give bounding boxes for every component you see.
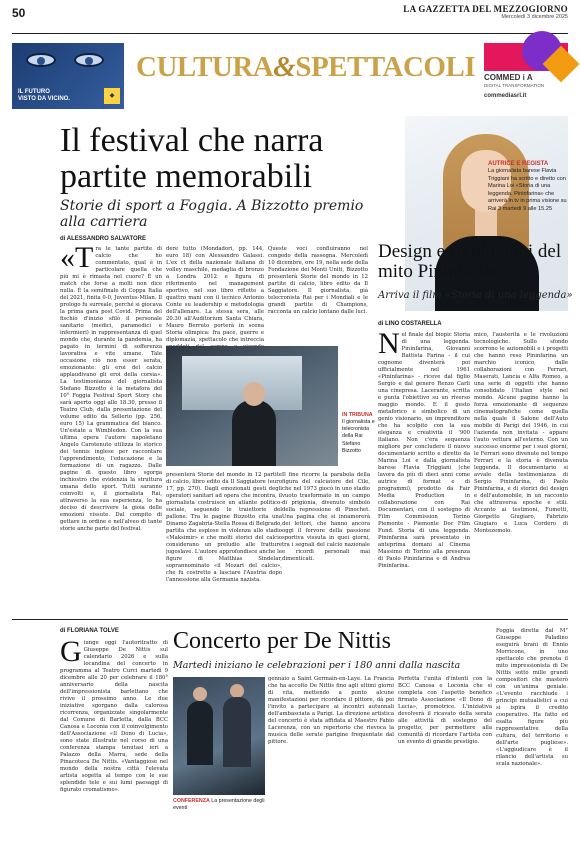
photo-head-shape [243, 382, 265, 406]
page-header [12, 4, 568, 34]
article1-column-2-continued: presenterà Storie del mondo in 12 partite di calcio, libro edito da Il Saggiatore (euro 17, pp. 270). Dagli emozionati gesti degli operatori sanitari ad opera che incontra, il giornalista costruisce un atlante politico-sociale, seguendo le traiettorie del pallone. Tra le pagine Bizzotto cita una Dinamo Zagabria-Stella Rossa di Belgrado, partita che esplose in violenza allo stadio «Maksimir» e che molti storici del calcio considerano un preludio alle fratture jugoslave. L'autore approfondisce anche le figure di Matthias Sindelar, soprannominato «il Mozart del calcio», che fu costretto a lasciare l'Austria dopo l'annessione alla Germania nazista. [166, 472, 282, 583]
article1-dropcap: «T [60, 246, 94, 274]
advertisement-left[interactable] [12, 43, 124, 109]
section-title-part-a: CULTURA [136, 51, 274, 83]
brand-logo-icon: ◆ [104, 88, 120, 104]
ad-right-url[interactable]: commediasrl.it [484, 93, 527, 99]
ad-left-text [18, 89, 70, 103]
portrait-caption [488, 160, 570, 213]
eye-icon [26, 53, 56, 67]
article3-column-3: Perfetta l'unità d'intenti con la BCC Canosa e Loconia che si completa con l'aspetto benefico firmato Associazione «Il Dono di Lucia», promotrice. L'iniziativa devolverà il ricavato della serata alle attività di sostegno del progetto, per permettere alla comunità di ricordare l'artista con un evento di grande prestigio. [398, 676, 492, 745]
photo-person-shape [223, 697, 251, 767]
ad-left-line-2: VISTO DA VICINO. [18, 95, 71, 102]
article1-column-1-text: ra le tante partite di calcio che ho commentato, qual è in particolare quella che più mi è rimasta nel cuore? È un match che forse a molti non dice nulla. È la semifinale di Coppa Italia del 2021, finita 0-0, Juventus-Milan. Il prologo fu surreale, perché si giocava la prima gara post Covid. Prima del fischio d'inizio sfilò il personale sanitario (medici, paramedici e infermieri) in rappresentanza di quel mondo che, durante la pandemia, ha pagato in termini di sofferenza lavorativa e vite umane. Tale occasione ciò non esser serata, emozionante: gli eroi del calcio applaudivano gli eroi della corsia». La testimonianza del giornalista Stefano Bizzotto è la metafora del 10° Foggia Festival Sport Story che sarà aperto oggi alle 18.30, presso il Teatro Club, dalla presentazione del volume edito da Sellerio (pp. 256, euro 15) La grammatica del bianco. Un'estate a Wimbledon. Con la sua ultima opera l'autore napoletano Angelo Carotenuto utilizza lo storico dei tennis inglese per raccontare l'apprendimento, l'educazione e la formazione di un ragazzo. Dalle pagine di questo libro sgorga inchiostro che evidenzia la struttura umana dello sport. Tutti saranno coinvolti e, il giornalista Rai, attraverso la sua esperienza, lo ha deciso di descrivere la gioia delle emozioni vissute. Dal compito di gettare in ordine e nell'alveo di tante storie anche parte del festival. [60, 246, 162, 532]
advertisement-right[interactable] [484, 43, 568, 109]
article1-kicker: Storie di sport a Foggia. A Bizzotto premio alla carriera [60, 198, 364, 230]
section-title-part-b: SPETTACOLI [295, 51, 476, 83]
photo-head-shape [230, 684, 244, 698]
article1-column-3: Queste voci confluiranno nel congedo della rassegna. Mercoledì 10 dicembre, ore 19, nella sede della Fondazione dei Monti Uniti, Bizzotto presenterà Storie del mondo in 12 partite di calcio, libro edito da Il Saggiatore. Il giornalista, già telecronista Rai per i Mondiali e le grandi partite di Champions, racconta un calcio lontano dalle luci. [268, 246, 368, 315]
section-divider [12, 619, 568, 620]
commentator-caption-text: Il giornalista e telecronista della Rai Stefano Bizzotto [342, 419, 375, 454]
commentator-photo [166, 346, 338, 466]
commentator-caption [342, 412, 378, 455]
article1-column-3-continued: Il fine ricorre la parabola della figura del calciatore del Cile, che nel 1973 giocò in uno stadio vuoto trasformato in un campo di prigionia, divenuto simbolo della repressione di Pinochet. Una pagina che si innamorerà dei lettori, che hanno ancora oggi il fervore della passione sportiva vissuta in quei giorni, tra i segnali del calcio nazionale e ricordi personali mai dimenticati. [282, 472, 370, 562]
article1-column-2: dere tutto (Mondadori, pp. 144, euro 18) con Alessandro Galassi. L'ex ct della nazionale italiana di volley maschile, medaglia di bronzo a Londra 2012 e figura di riferimento nel management sportivo, nel suo libro riflette a quattro mani con il tecnico Antonio Conte su leadership e metodologia dell'allenare. La stessa sera, alle 20.30 all'Auditorium Santa Chiara, Mauro Berruto porterà in scena Storia olimpica: fra pace, guerre e diplomazia, spettacolo che intreccia [166, 246, 264, 343]
article2-column-1-text: el finale del biopic Storia di una leggenda. Pininfarina, Giovanni Battista Farina - il cui cognome diventerà poi ufficialmente nel 1961 «Pininfarina» - riceve dal figlio Sergio e dal genero Renzo Carli una cinepresa. Lacerante, scritta e punta l'obiettivo su un riverso maggio mondo. E il gesto metaforico e simbolico di un genio visionario, un imprenditore che ha scolpito con la sua eleganza e creatività il '900 italiano. Non c'era sequenza migliore per concludere il nuovo documentario scritto e diretto da Marina Loi e dalla giornalista barese Flavia Triggiani (che lavora da più di dieci anni come autrice di format e di programmi), prodotto da Fair Media Production in collaborazione con Rai Documentari, con il sostegno di Film Commission Torino Piemonte - Piemonte Doc Film Fund. Storia di una leggenda. Pininfarina sarà presentato in anteprima domani al Cinema Massimo di Torino alla presenza di Paolo Pininfarina e di Andrea Pininfarina. [378, 332, 470, 569]
section-banner [12, 43, 568, 109]
article2-headline: Design e rivoluzioni del mito Pininfarina [378, 241, 562, 282]
article1-byline: di ALESSANDRO SALVATORE [60, 236, 147, 242]
article2-kicker: Arriva il film «Storia di una leggenda» [378, 290, 573, 301]
ad-left-line-1: IL FUTURO [18, 88, 50, 95]
photo-person-shape [232, 400, 276, 466]
conference-caption-title: CONFERENZA [173, 798, 210, 804]
conference-photo [173, 677, 265, 795]
article3-headline: Concerto per De Nittis [173, 628, 391, 654]
article2-column-1 [378, 332, 470, 604]
section-title [136, 51, 475, 84]
article2-dropcap: N [378, 332, 400, 360]
masthead-date: Mercoledì 3 dicembre 2025 [501, 14, 568, 20]
ad-right-subtitle: DIGITAL TRANSFORMATION [484, 83, 545, 88]
commentator-caption-title: IN TRIBUNA [342, 412, 373, 418]
portrait-caption-text: La giornalista barese Flavia Triggiani ha scritto e diretto con Marina Loi «Storia di una leggenda. Pininfarina» che arriverà in tv in prima visione su Rai 3 martedì 9 alle 15.25 [488, 168, 567, 212]
masthead-title: LA GAZZETTA DEL MEZZOGIORNO [403, 4, 568, 14]
article3-column-1-text: iunge oggi l'autoritratto di Giuseppe De Nittis sul calendario 2026 e sulla locandina del concerto in programma al Teatro Curci martedì 9 dicembre alle 20 per celebrare il 180° anniversario della nascita dell'impressionista barlettano che rivive il prossimo anno. Le due iniziative sgorgano dalla calorosa ricorrenza, organizzate singolarmente dal Comune di Barletta, dalla BCC Canosa e Loconia con il coinvolgimento dell'Associazione «Il Dono di Lucia», sono state illustrate nel corso di una conferenza stampa tenutasi ieri a Palazzo della Marra, sede della Pinacoteca De Nittis. «Vantaggiose nel mondo della nostra città l'elevata artista sogetta al tempo con le sue splendide tele e sui lumi paesaggi di figurato cromatismo». [60, 640, 168, 793]
article2-byline: di LINO COSTARELLA [378, 321, 442, 327]
photo-head-shape [193, 687, 207, 701]
article3-column-2: gennaio a Saint Germain-en-Laye. La Francia che ha accolto De Nittis fino agli ultimi giorni di vita, mettendo a punto alcune manifestazioni per ricordare il pittore, dà poi l'invito a partecipare ai incontri autunnali dell'ambasciata a Parigi. La direzione artistica del concerto è stata affidata al Maestro Fabio Lacerenza, con un repertorio che rievoca la musica delle serate parigine frequentate dal pittore. [268, 676, 394, 745]
article2-column-2: mico, l'austerità e le rivoluzioni tecnologiche. Sullo sfondo scorrono le automobili e i progetti che hanno reso Pininfarina un marchio iconico, dalle collaborazioni con Ferrari, Maserati, Lancia e Alfa Romeo, a una serie di oggetti che hanno consolidato l'Italian style nel mondo. Alcune pagine hanno la forza emozionante di sequenze cinematografiche come quella nella quale il Salone dell'Auto mobile di Parigi del 1946, in cui l'azienda non invitata - appare l'auto vettura all'esterno. Con un successo enorme per i suoi giorni, le Ferrari sono divenute nel tempo Ferrari e la storia è divenuta leggenda. Il documentario si avvale della testimonianza di Sergio Pininfarina, di Paolo Pininfarina, e di storici del design e dell'automobile, in un racconto che attraversa epoche e stili. Accanto ai testimoni, Fumetti, Giorgetto Giugiaro, Fabrizio Giugiaro e Luca Cordero di Montezemolo. [474, 332, 568, 534]
section-title-ampersand: & [273, 51, 296, 83]
page-number: 50 [12, 6, 26, 20]
ad-right-brand: COMMED i A [484, 73, 533, 82]
article3-byline: di FLORIANA TOLVE [60, 628, 119, 634]
masthead [403, 4, 568, 20]
eye-icon [74, 53, 104, 67]
article1-headline: Il festival che narra partite memorabili [60, 122, 324, 195]
conference-caption-text: La presentazione degli eventi [173, 798, 265, 812]
portrait-caption-title: AUTRICE E REGISTA [488, 161, 549, 167]
article1-column-1 [60, 246, 162, 606]
article3-column-4: Foggia diretta dal M° Giuseppe Paladino eseguirà brani di Ennio Morricone, in uno spettacolo che prenota il mito impressionista di De Nittis sotto mille grandi compositori che masterò con un'anima geniale. «L'evento racchiude i principi mutualistici a cui si ispira il credito cooperativo. Ha fatto ed esalta figure più rappresentative della cultura, del territorio e dell'arte pugliese». «L'aggiudicare è il rilancio dell'artista su scala nazionale». [496, 628, 568, 767]
article3-kicker: Martedì iniziano le celebrazioni per i 180 anni dalla nascita [173, 660, 461, 671]
article3-dropcap: G [60, 640, 82, 668]
conference-caption [173, 798, 265, 812]
photo-person-shape [187, 701, 213, 765]
article3-column-1 [60, 640, 168, 838]
